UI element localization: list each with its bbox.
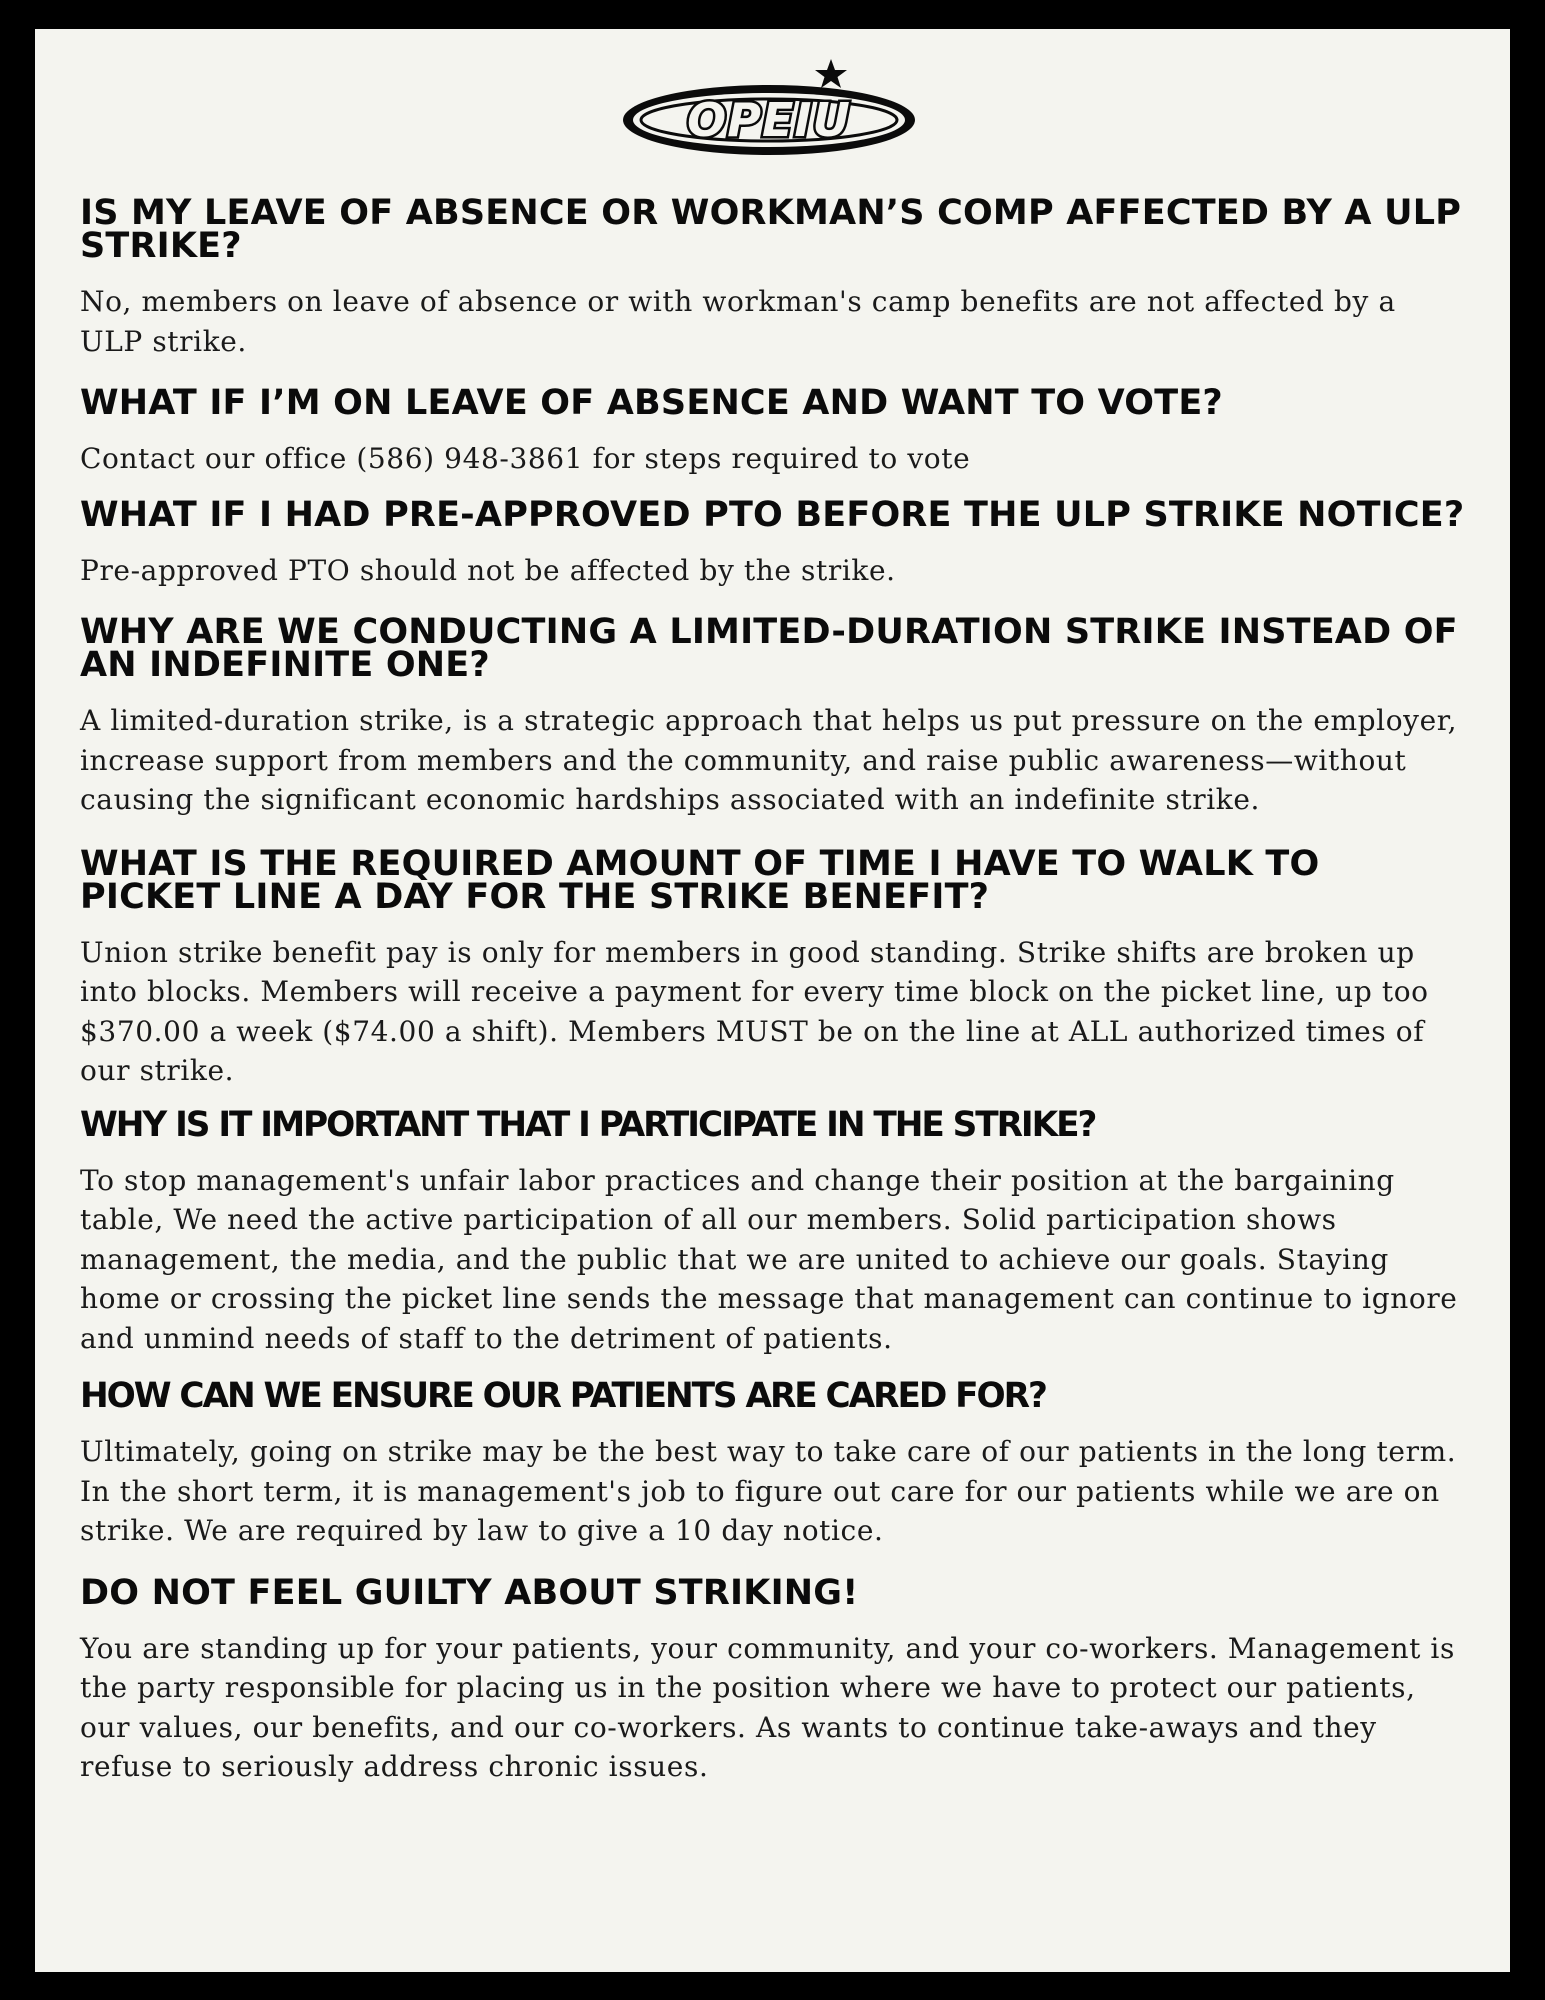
- faq-answer: To stop management's unfair labor practices and change their position at the bargaining table, We need the active participation of all our members. Solid participation shows management, the media, and the public that we are united to achieve our goals. Staying home or crossing the picket line sends the message that management can continue to ignore and unmind needs of staff to the detriment of patients.: [80, 1163, 1458, 1355]
- faq-answer: Contact our office (586) 948-3861 for steps required to vote: [80, 442, 971, 475]
- faq-question: IS MY LEAVE OF ABSENCE OR WORKMAN’S COMP AFFECTED BY A ULP STRIKE?: [80, 193, 1462, 266]
- faq-strike-benefit: [80, 843, 1467, 1091]
- faq-answer: You are standing up for your patients, your community, and your co-workers. Management is the party responsible for placing us in the position where we have to protect our patients, our values, our benefits, and our co-workers. As wants to continue take-aways and they refuse to seriously address chronic issues.: [80, 1631, 1455, 1783]
- logo-text: OPEIU: [686, 93, 851, 147]
- faq-vote: [80, 383, 1467, 479]
- faq-question: WHAT IF I’M ON LEAVE OF ABSENCE AND WANT TO VOTE?: [80, 383, 1223, 423]
- faq-leave-of-absence: [80, 193, 1467, 361]
- star-icon: [815, 59, 847, 88]
- faq-pto: [80, 494, 1467, 591]
- faq-question: DO NOT FEEL GUILTY ABOUT STRIKING!: [80, 1572, 859, 1613]
- faq-question: WHY IS IT IMPORTANT THAT I PARTICIPATE IN THE STRIKE?: [80, 1104, 1096, 1145]
- opeiu-logo-graphic: [619, 57, 929, 157]
- faq-answer: A limited-duration strike, is a strategic approach that helps us put pressure on the employer, increase support from members and the community, and raise public awareness—without causing the significant economic hardships associated with an indefinite strike.: [80, 704, 1458, 816]
- faq-participate: [80, 1104, 1467, 1359]
- opeiu-logo: [80, 57, 1467, 187]
- faq-answer: Ultimately, going on strike may be the best way to take care of our patients in the long term. In the short term, it is management's job to figure out care for our patients while we are on strike. We are required by law to give a 10 day notice.: [80, 1435, 1457, 1547]
- faq-question: WHAT IS THE REQUIRED AMOUNT OF TIME I HAVE TO WALK TO PICKET LINE A DAY FOR THE STRIKE BENEFIT?: [80, 843, 1320, 917]
- faq-answer: Union strike benefit pay is only for members in good standing. Strike shifts are broken up into blocks. Members will receive a payment for every time block on the picket line, up too $370.00 a week ($74.00 a shift). Members MUST be on the line at ALL authorized times of our strike.: [80, 935, 1429, 1087]
- faq-patients: [80, 1376, 1467, 1551]
- flyer-page: [35, 29, 1510, 1972]
- faq-limited-duration: [80, 612, 1467, 820]
- faq-answer: No, members on leave of absence or with workman's camp benefits are not affected by a ULP strike.: [80, 285, 1396, 358]
- faq-question: WHY ARE WE CONDUCTING A LIMITED-DURATION STRIKE INSTEAD OF AN INDEFINITE ONE?: [80, 612, 1458, 685]
- faq-question: HOW CAN WE ENSURE OUR PATIENTS ARE CARED FOR?: [80, 1376, 1046, 1416]
- faq-question: WHAT IF I HAD PRE-APPROVED PTO BEFORE THE ULP STRIKE NOTICE?: [80, 494, 1465, 535]
- faq-answer: Pre-approved PTO should not be affected by the strike.: [80, 553, 896, 587]
- faq-guilty: [80, 1572, 1467, 1787]
